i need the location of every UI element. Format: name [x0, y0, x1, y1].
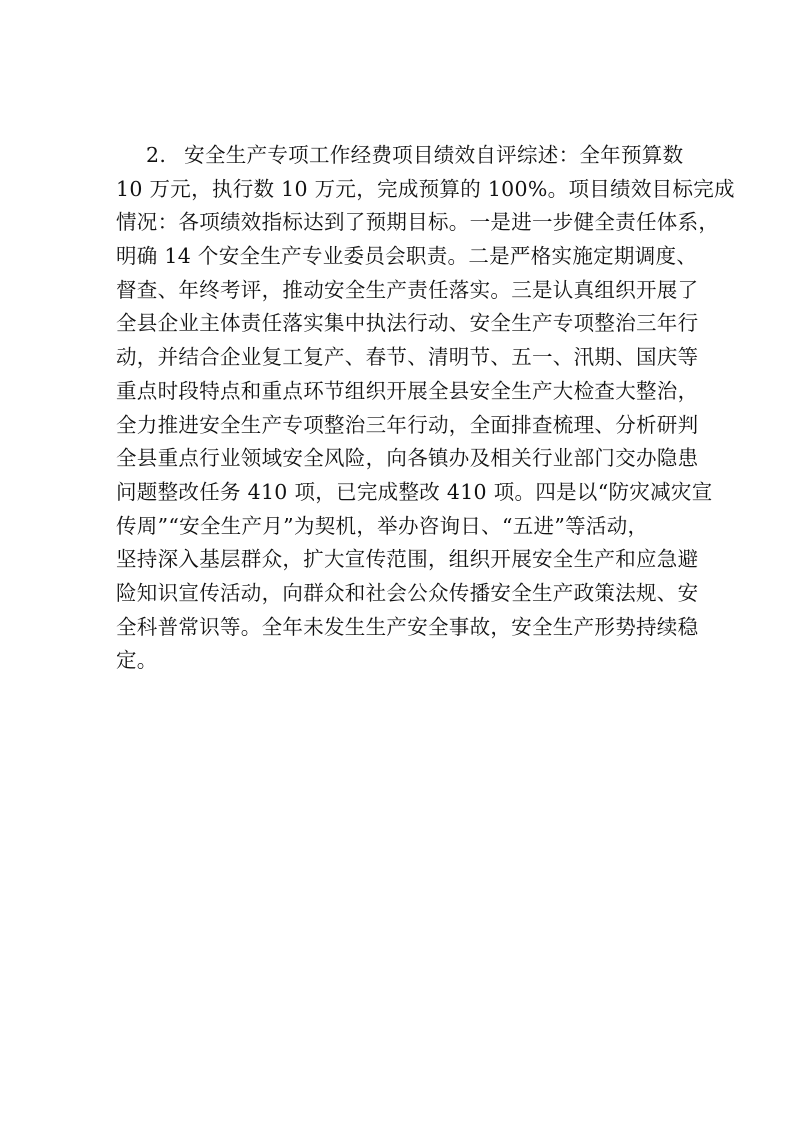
paragraph-line: 明确 14 个安全生产专业委员会职责。二是严格实施定期调度、 — [116, 244, 698, 269]
paragraph-line: 坚持深入基层群众，扩大宣传范围，组织开展安全生产和应急避 — [116, 547, 699, 572]
paragraph-line — [116, 139, 692, 173]
paragraph-line: 全县重点行业领域安全风险，向各镇办及相关行业部门交办隐患 — [116, 446, 699, 471]
paragraph-line: 问题整改任务 410 项，已完成整改 410 项。四是以“防灾减灾宣 — [116, 479, 713, 504]
paragraph-line: 情况：各项绩效指标达到了预期目标。一是进一步健全责任体系， — [116, 210, 720, 235]
paragraph-line-text: 安全生产专项工作经费项目绩效自评综述：全年预算数 — [184, 143, 684, 167]
paragraph-2 — [116, 139, 735, 678]
paragraph-line: 动，并结合企业复工复产、春节、清明节、五一、汛期、国庆等 — [116, 345, 699, 370]
paragraph-line: 督查、年终考评，推动安全生产责任落实。三是认真组织开展了 — [116, 277, 699, 302]
paragraph-line: 全县企业主体责任落实集中执法行动、安全生产专项整治三年行 — [116, 311, 699, 336]
paragraph-line: 定。 — [116, 648, 158, 673]
paragraph-line: 重点时段特点和重点环节组织开展全县安全生产大检查大整治， — [116, 378, 699, 403]
paragraph-line: 全力推进安全生产专项整治三年行动，全面排查梳理、分析研判 — [116, 412, 699, 437]
paragraph-line: 全科普常识等。全年未发生生产安全事故，安全生产形势持续稳 — [116, 614, 699, 639]
paragraph-line: 传周”“安全生产月”为契机，举办咨询日、“五进”等活动， — [116, 513, 649, 538]
paragraph-line: 10 万元，执行数 10 万元，完成预算的 100%。项目绩效目标完成 — [116, 176, 735, 201]
paragraph-number: 2. — [146, 143, 167, 167]
paragraph-line: 险知识宣传活动，向群众和社会公众传播安全生产政策法规、安 — [116, 580, 699, 605]
